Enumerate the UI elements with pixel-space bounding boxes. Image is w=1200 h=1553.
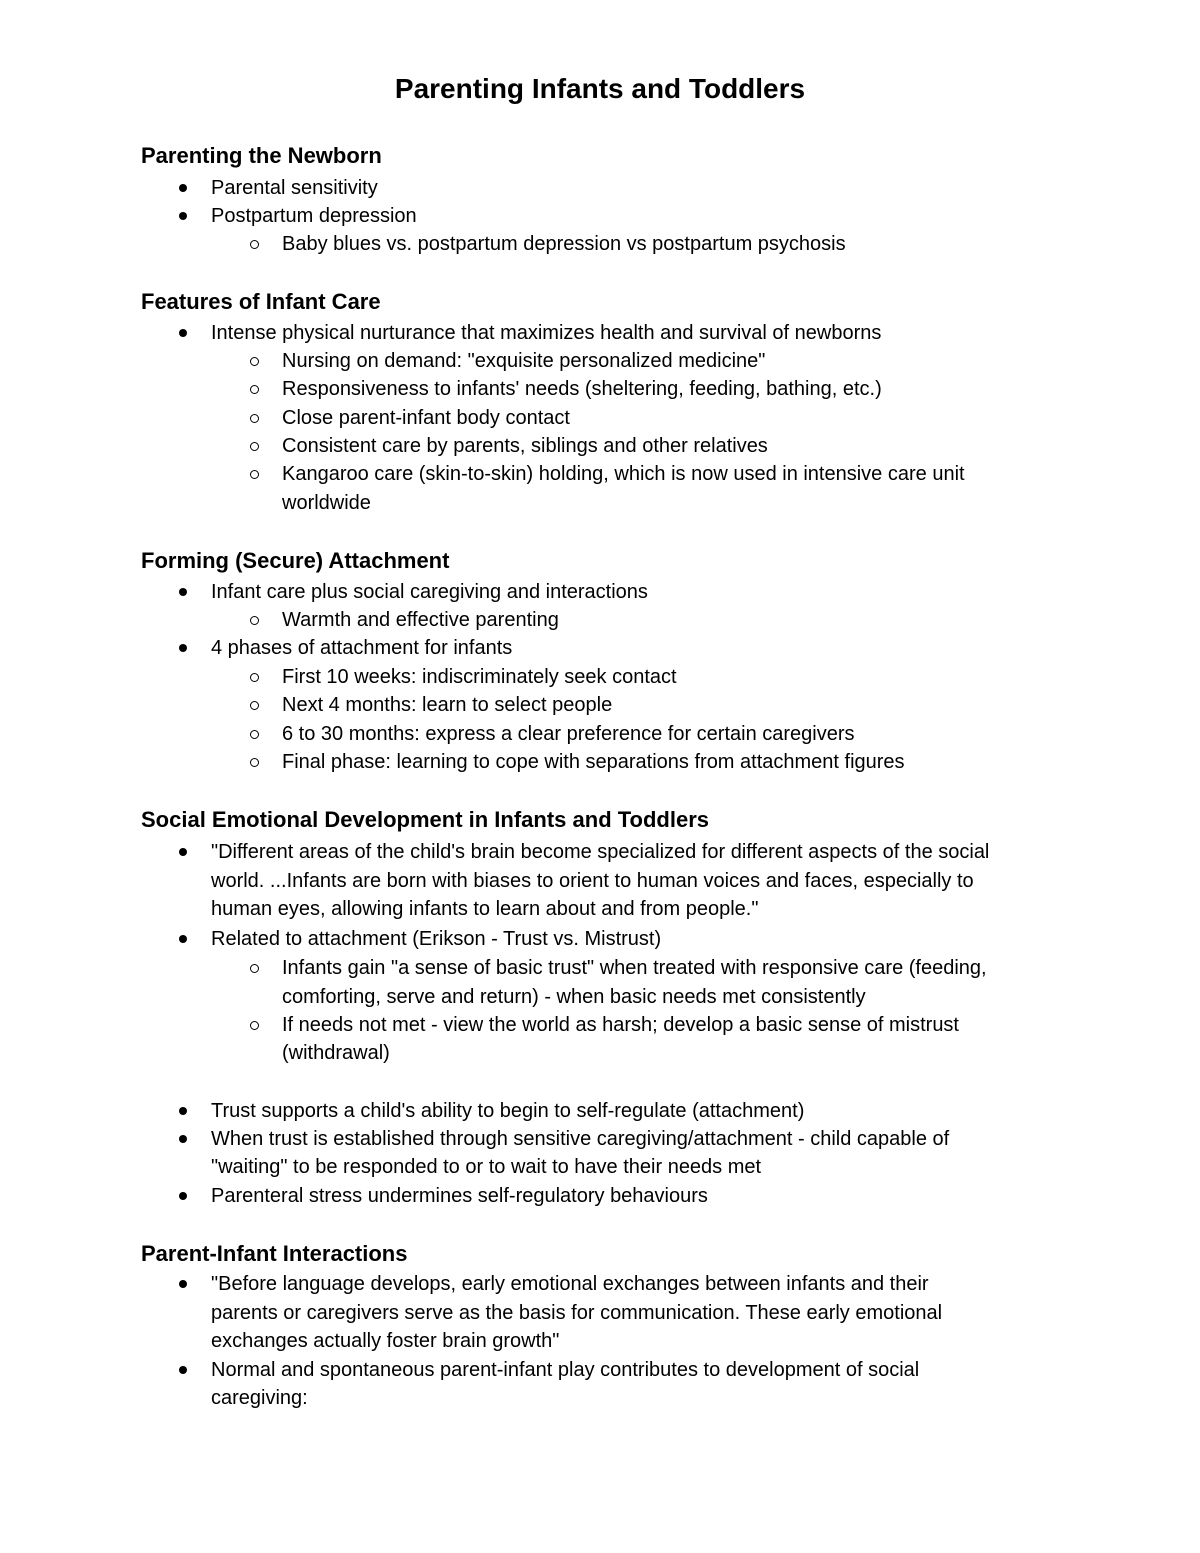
list-item: Parenteral stress undermines self-regulatory behaviours — [211, 1185, 708, 1207]
list-item: Close parent-infant body contact — [282, 407, 570, 429]
list-item: Final phase: learning to cope with separations from attachment figures — [282, 751, 905, 773]
list-item: When trust is established through sensitive caregiving/attachment - child capable of — [211, 1128, 950, 1150]
list-item-continuation: exchanges actually foster brain growth" — [211, 1330, 560, 1352]
sub-bullet-icon — [250, 240, 259, 249]
bullet-icon — [179, 1280, 187, 1288]
list-item-continuation: parents or caregivers serve as the basis for communication. These early emotional — [211, 1302, 943, 1324]
sub-bullet-icon — [250, 616, 259, 625]
section-heading-features-infant-care: Features of Infant Care — [141, 289, 381, 314]
list-item: Normal and spontaneous parent-infant play contributes to development of social — [211, 1359, 920, 1381]
bullet-icon — [179, 1135, 187, 1143]
list-item: Nursing on demand: "exquisite personalized medicine" — [282, 350, 766, 372]
bullet-icon — [179, 1107, 187, 1115]
sub-bullet-icon — [250, 442, 259, 451]
sub-bullet-icon — [250, 357, 259, 366]
list-item: Trust supports a child's ability to begin to self-regulate (attachment) — [211, 1100, 805, 1122]
section-heading-social-emotional-development: Social Emotional Development in Infants and Toddlers — [141, 807, 710, 832]
list-item: Parental sensitivity — [211, 177, 378, 199]
sub-bullet-icon — [250, 385, 259, 394]
list-item: First 10 weeks: indiscriminately seek contact — [282, 666, 677, 688]
sub-bullet-icon — [250, 470, 259, 479]
bullet-icon — [179, 935, 187, 943]
list-item-continuation: world. ...Infants are born with biases to orient to human voices and faces, especially to — [211, 870, 974, 892]
list-item: If needs not met - view the world as harsh; develop a basic sense of mistrust — [282, 1014, 959, 1036]
list-item: "Before language develops, early emotional exchanges between infants and their — [211, 1273, 929, 1295]
section-heading-parent-infant-interactions: Parent-Infant Interactions — [141, 1241, 408, 1266]
section-heading-parenting-newborn: Parenting the Newborn — [141, 143, 382, 168]
document-title: Parenting Infants and Toddlers — [394, 73, 806, 104]
list-item: Responsiveness to infants' needs (sheltering, feeding, bathing, etc.) — [282, 378, 882, 400]
section-heading-forming-attachment: Forming (Secure) Attachment — [141, 548, 450, 573]
bullet-icon — [179, 212, 187, 220]
bullet-icon — [179, 329, 187, 337]
bullet-icon — [179, 184, 187, 192]
list-item: Intense physical nurturance that maximizes health and survival of newborns — [211, 322, 882, 344]
sub-bullet-icon — [250, 414, 259, 423]
sub-bullet-icon — [250, 730, 259, 739]
bullet-icon — [179, 588, 187, 596]
list-item: Postpartum depression — [211, 205, 417, 227]
list-item: 4 phases of attachment for infants — [211, 637, 513, 659]
sub-bullet-icon — [250, 673, 259, 682]
list-item: Consistent care by parents, siblings and other relatives — [282, 435, 768, 457]
list-item-continuation: worldwide — [282, 492, 371, 514]
bullet-icon — [179, 644, 187, 652]
list-item: 6 to 30 months: express a clear preference for certain caregivers — [282, 723, 855, 745]
sub-bullet-icon — [250, 1021, 259, 1030]
sub-bullet-icon — [250, 964, 259, 973]
list-item: Related to attachment (Erikson - Trust vs. Mistrust) — [211, 928, 662, 950]
list-item: Next 4 months: learn to select people — [282, 694, 613, 716]
sub-bullet-icon — [250, 758, 259, 767]
list-item: Infant care plus social caregiving and interactions — [211, 581, 648, 603]
list-item: Baby blues vs. postpartum depression vs postpartum psychosis — [282, 233, 846, 255]
list-item-continuation: comforting, serve and return) - when basic needs met consistently — [282, 986, 866, 1008]
list-item: "Different areas of the child's brain become specialized for different aspects of the social — [211, 841, 990, 863]
list-item: Warmth and effective parenting — [282, 609, 559, 631]
list-item: Infants gain "a sense of basic trust" when treated with responsive care (feeding, — [282, 957, 987, 979]
list-item-continuation: human eyes, allowing infants to learn about and from people." — [211, 898, 759, 920]
bullet-icon — [179, 1192, 187, 1200]
list-item: Kangaroo care (skin-to-skin) holding, which is now used in intensive care unit — [282, 463, 965, 485]
bullet-icon — [179, 1366, 187, 1374]
list-item-continuation: "waiting" to be responded to or to wait to have their needs met — [211, 1156, 762, 1178]
list-item-continuation: (withdrawal) — [282, 1042, 390, 1064]
sub-bullet-icon — [250, 701, 259, 710]
list-item-continuation: caregiving: — [211, 1387, 308, 1409]
bullet-icon — [179, 848, 187, 856]
